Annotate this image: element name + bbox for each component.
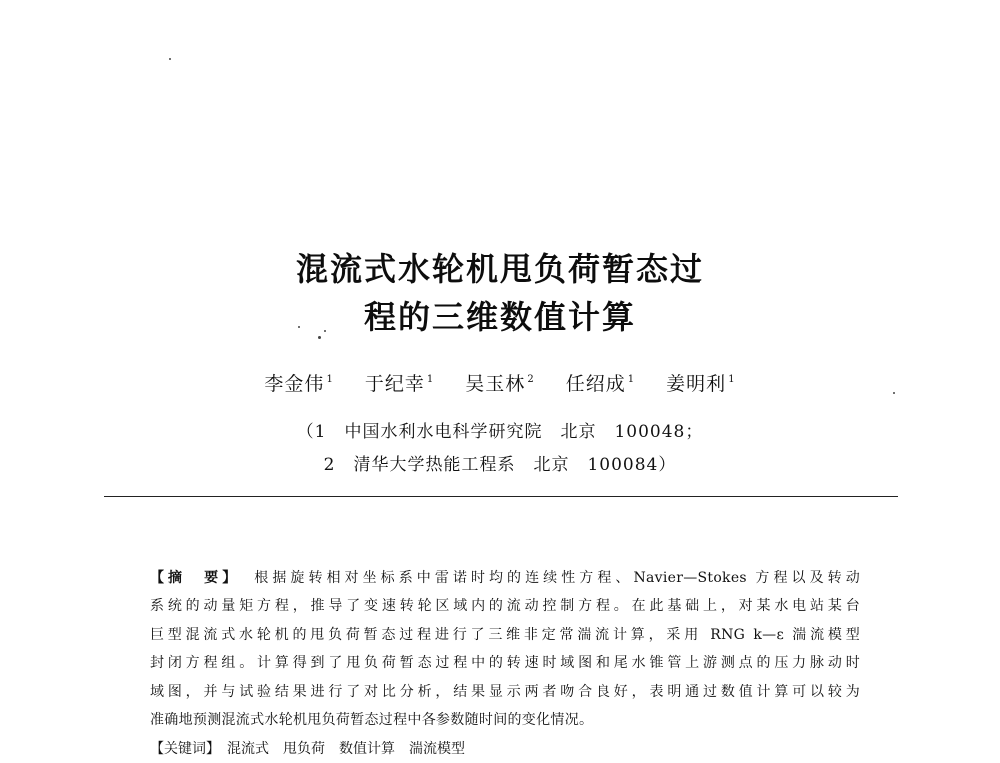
- author-affiliation-mark: 1: [326, 374, 334, 385]
- abstract-line: 巨型混流式水轮机的甩负荷暂态过程进行了三维非定常湍流计算，采用 RNG k—ε 湍流模型: [150, 626, 860, 643]
- scan-speck: [893, 392, 895, 394]
- keywords-text: 【关键词】 混流式 甩负荷 数值计算 湍流模型: [150, 741, 465, 757]
- abstract: [150, 564, 860, 734]
- author: [365, 373, 434, 395]
- author-name: 于纪幸: [364, 373, 425, 395]
- author: [666, 373, 735, 395]
- author-list: [200, 369, 800, 396]
- abstract-line: [150, 564, 860, 592]
- section-divider: [104, 496, 898, 497]
- keywords-line-cut: [150, 735, 610, 757]
- abstract-line: 准确地预测混流式水轮机甩负荷暂态过程中各参数随时间的变化情况。: [150, 711, 594, 728]
- author-name: 任绍成: [565, 373, 626, 395]
- paper-title-line-1: 混流式水轮机甩负荷暂态过: [295, 250, 704, 288]
- paper-title-line-2: 程的三维数值计算: [363, 298, 636, 336]
- author-affiliation-mark: 2: [527, 374, 535, 385]
- author-affiliation-mark: 1: [426, 374, 435, 385]
- author: [465, 373, 534, 395]
- abstract-line: 封闭方程组。计算得到了甩负荷暂态过程中的转速时域图和尾水锥管上游测点的压力脉动时: [150, 655, 860, 672]
- author-name: 吴玉林: [465, 373, 526, 395]
- abstract-line: 域图，并与试验结果进行了对比分析，结果显示两者吻合良好，表明通过数值计算可以较为: [150, 683, 860, 700]
- author-affiliation-mark: 1: [728, 374, 736, 385]
- abstract-text: 根据旋转相对坐标系中雷诺时均的连续性方程、Navier—Stokes 方程以及转动: [254, 570, 860, 586]
- author-affiliation-mark: 1: [627, 374, 636, 385]
- abstract-label: 【摘 要】: [150, 570, 241, 586]
- author: [566, 373, 635, 395]
- author: [264, 373, 333, 395]
- scan-speck: [169, 58, 171, 60]
- abstract-line: 系统的动量矩方程，推导了变速转轮区域内的流动控制方程。在此基础上，对某水电站某台: [150, 598, 860, 615]
- author-name: 李金伟: [264, 373, 325, 395]
- author-name: 姜明利: [666, 373, 727, 395]
- affiliation-line-1: （1 中国水利水电科学研究院 北京 100048；: [296, 422, 704, 442]
- affiliation-line-2: 2 清华大学热能工程系 北京 100084）: [323, 455, 677, 475]
